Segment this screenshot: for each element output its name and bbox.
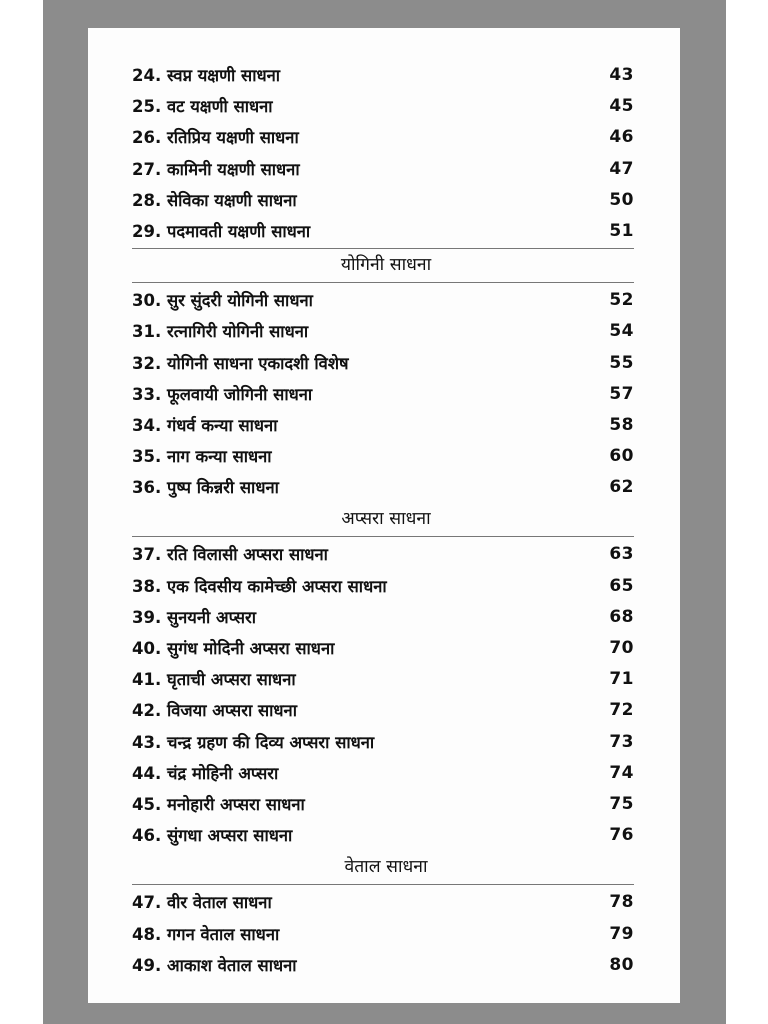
entry-page-number: 70	[609, 638, 634, 658]
toc-entry	[132, 91, 634, 122]
entry-title: एक दिवसीय कामेच्छी अप्सरा साधना	[166, 576, 387, 596]
toc-entry	[132, 316, 634, 347]
toc-entry	[132, 285, 634, 316]
entry-number: 30.	[132, 291, 162, 311]
toc-entry	[132, 348, 634, 379]
toc-entry	[132, 664, 634, 695]
entry-number: 34.	[132, 415, 162, 435]
entry-number: 38.	[132, 576, 162, 596]
table-of-contents	[132, 60, 634, 981]
entry-title: सुंगधा अप्सरा साधना	[166, 826, 293, 846]
entry-number: 33.	[132, 384, 162, 404]
entry-title: सुनयनी अप्सरा	[166, 607, 257, 627]
entry-page-number: 75	[609, 793, 634, 814]
toc-entry	[132, 60, 634, 91]
entry-page-number: 58	[609, 414, 634, 435]
entry-number: 37.	[132, 545, 162, 565]
entry-title: सेविका यक्षणी साधना	[166, 190, 297, 210]
section-heading: योगिनी साधना	[132, 248, 634, 283]
entry-page-number: 43	[609, 65, 634, 85]
entry-number: 24.	[132, 66, 162, 85]
entry-title: सुर सुंदरी योगिनी साधना	[166, 291, 313, 311]
section-heading: वेताल साधना	[132, 851, 634, 885]
entry-title: रति विलासी अप्सरा साधना	[166, 545, 328, 565]
entry-number: 36.	[132, 478, 162, 498]
toc-entry	[132, 919, 634, 950]
entry-number: 48.	[132, 924, 162, 944]
entry-number: 42.	[132, 701, 162, 721]
toc-entry	[132, 571, 634, 602]
entry-page-number: 47	[609, 158, 634, 179]
entry-number: 32.	[132, 353, 162, 373]
entry-number: 28.	[132, 190, 162, 210]
entry-title: आकाश वेताल साधना	[166, 955, 297, 975]
toc-entry	[132, 216, 634, 247]
entry-number: 27.	[132, 159, 162, 179]
entry-number: 49.	[132, 955, 162, 975]
entry-page-number: 78	[609, 892, 634, 913]
entry-number: 40.	[132, 639, 162, 658]
toc-entry	[132, 727, 634, 758]
entry-title: वट यक्षणी साधना	[166, 97, 273, 117]
toc-entry	[132, 472, 634, 503]
entry-page-number: 45	[609, 96, 634, 117]
entry-title: चन्द्र ग्रहण की दिव्य अप्सरा साधना	[166, 732, 375, 752]
toc-entry	[132, 758, 634, 789]
entry-title: रत्नागिरी योगिनी साधना	[166, 322, 309, 342]
entry-page-number: 62	[609, 477, 634, 498]
entry-number: 46.	[132, 826, 162, 846]
entry-number: 39.	[132, 607, 162, 627]
entry-number: 35.	[132, 447, 162, 467]
entry-page-number: 63	[609, 544, 634, 565]
entry-page-number: 80	[609, 954, 634, 975]
entry-page-number: 72	[609, 700, 634, 721]
toc-entry	[132, 820, 634, 851]
entry-number: 43.	[132, 732, 162, 752]
entry-page-number: 57	[609, 383, 634, 404]
entry-page-number: 55	[609, 352, 634, 373]
entry-title: पुष्प किन्नरी साधना	[166, 478, 279, 498]
entry-title: रतिप्रिय यक्षणी साधना	[166, 128, 299, 148]
entry-title: स्वप्न यक्षणी साधना	[166, 66, 281, 85]
toc-entry	[132, 410, 634, 441]
entry-title: पदमावती यक्षणी साधना	[166, 221, 311, 241]
entry-title: मनोहारी अप्सरा साधना	[166, 794, 305, 814]
entry-page-number: 52	[609, 290, 634, 311]
entry-title: सुगंध मोदिनी अप्सरा साधना	[166, 639, 335, 658]
entry-page-number: 74	[609, 762, 634, 783]
section-heading: अप्सरा साधना	[132, 503, 634, 537]
entry-number: 25.	[132, 97, 162, 117]
toc-entry	[132, 887, 634, 918]
toc-entry	[132, 602, 634, 633]
entry-page-number: 79	[609, 923, 634, 944]
entry-title: विजया अप्सरा साधना	[166, 701, 297, 721]
toc-entry	[132, 539, 634, 570]
entry-title: गगन वेताल साधना	[166, 924, 280, 944]
entry-page-number: 60	[609, 446, 634, 467]
entry-number: 31.	[132, 322, 162, 342]
entry-title: गंधर्व कन्या साधना	[166, 415, 278, 435]
entry-page-number: 71	[609, 669, 634, 690]
entry-page-number: 51	[609, 220, 634, 241]
entry-page-number: 76	[609, 825, 634, 846]
toc-entry	[132, 441, 634, 472]
entry-page-number: 46	[609, 127, 634, 148]
entry-title: वीर वेताल साधना	[166, 893, 272, 913]
entry-number: 44.	[132, 763, 162, 783]
entry-number: 29.	[132, 221, 162, 241]
toc-entry	[132, 789, 634, 820]
entry-page-number: 73	[609, 731, 634, 752]
toc-entry	[132, 185, 634, 216]
document-page	[88, 28, 680, 1003]
entry-title: योगिनी साधना एकादशी विशेष	[166, 353, 349, 373]
entry-number: 41.	[132, 670, 162, 690]
toc-entry	[132, 154, 634, 185]
entry-number: 45.	[132, 794, 162, 814]
entry-page-number: 54	[609, 321, 634, 342]
entry-number: 47.	[132, 893, 162, 913]
entry-title: नाग कन्या साधना	[166, 447, 272, 467]
toc-entry	[132, 695, 634, 726]
entry-page-number: 50	[609, 189, 634, 210]
entry-page-number: 65	[609, 575, 634, 596]
toc-entry	[132, 379, 634, 410]
toc-entry	[132, 950, 634, 981]
toc-entry	[132, 633, 634, 664]
entry-title: कामिनी यक्षणी साधना	[166, 159, 300, 179]
entry-number: 26.	[132, 128, 162, 148]
toc-entry	[132, 122, 634, 153]
entry-title: घृताची अप्सरा साधना	[166, 670, 296, 690]
entry-title: चंद्र मोहिनी अप्सरा	[166, 763, 279, 783]
entry-page-number: 68	[609, 606, 634, 627]
entry-title: फूलवायी जोगिनी साधना	[166, 384, 313, 404]
